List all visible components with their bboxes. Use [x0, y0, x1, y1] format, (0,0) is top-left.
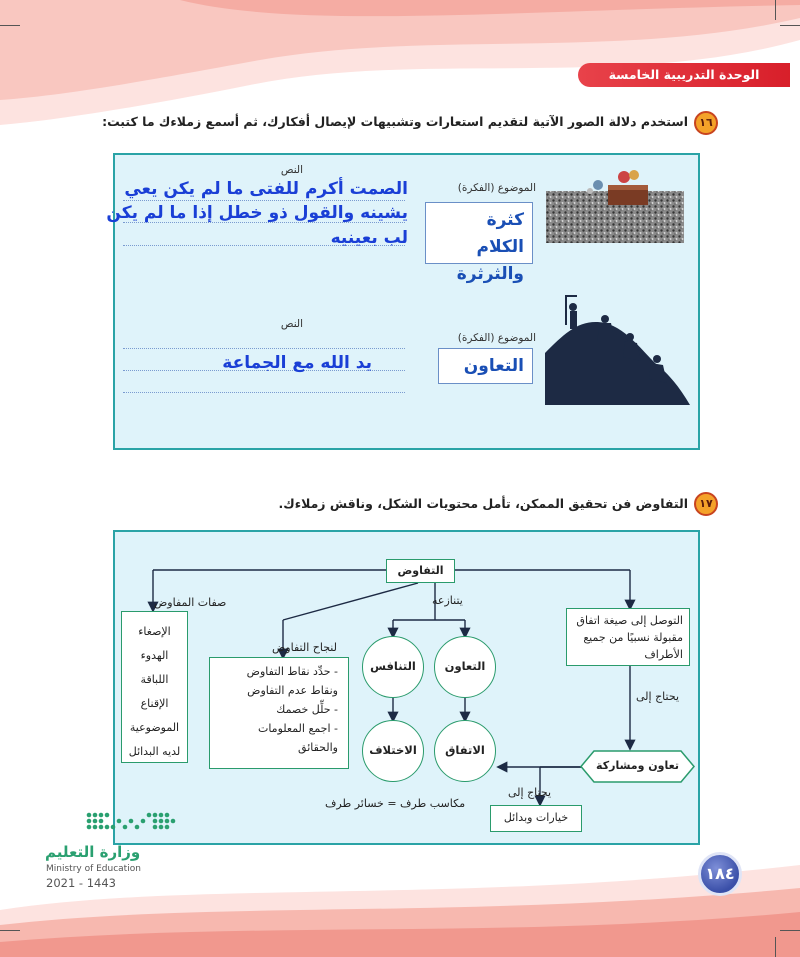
unit-title-banner: الوحدة التدريبية الخامسة	[578, 63, 790, 87]
crop-mark	[0, 930, 20, 931]
success-step: والحقائق	[298, 741, 338, 754]
row2-idea-box	[438, 348, 533, 384]
ministry-name-en: Ministry of Education	[46, 864, 141, 874]
success-step: - حلِّل خصمك	[276, 703, 338, 716]
success-steps-box	[209, 657, 349, 769]
options-box: خيارات وبدائل	[490, 805, 582, 832]
trait-item: اللباقة	[140, 673, 169, 686]
success-step: ونقاط عدم التفاوض	[247, 684, 338, 697]
row2-idea-line: التعاون	[463, 356, 524, 376]
traits-label: صفات المفاوض	[154, 596, 227, 609]
trait-item: الإصغاء	[138, 625, 171, 638]
row2-text-label: النص	[280, 318, 303, 330]
needs-label-1: يحتاج إلى	[636, 690, 680, 703]
cooperation-participation-label: تعاون ومشاركة	[596, 759, 679, 772]
ministry-name-ar: وزارة التعليم	[45, 843, 141, 861]
success-label: لنجاح التفاوض	[272, 641, 337, 654]
climbers-helping-image	[545, 293, 690, 405]
goal-line: الأطراف	[644, 648, 683, 661]
answer-line	[123, 348, 405, 349]
conflict-label: يتنازعه	[432, 594, 463, 607]
trait-item: الإقناع	[140, 697, 169, 710]
diagram-root-negotiation: التفاوض	[386, 559, 455, 583]
crop-mark	[775, 0, 776, 20]
goal-line: التوصل إلى صيغة اتفاق	[576, 614, 683, 627]
answer-line	[123, 392, 405, 393]
success-step: - حدِّد نقاط التفاوض	[246, 665, 338, 678]
ministry-logo-icon	[83, 805, 183, 843]
trait-item: الموضوعية	[129, 721, 180, 734]
row1-text-line: لب بعينيه	[330, 228, 408, 248]
goal-box	[566, 608, 690, 666]
question-16-number: ١٦	[694, 111, 718, 135]
crop-mark	[0, 25, 20, 26]
competition-circle: التنافس	[362, 636, 424, 698]
row1-idea-line: كثرة الكلام	[476, 210, 524, 257]
answer-line	[123, 200, 405, 201]
agreement-circle: الاتفاق	[434, 720, 496, 782]
row2-topic-label: الموضوع (الفكرة)	[457, 332, 536, 344]
row1-idea-box	[425, 202, 533, 284]
crop-mark	[780, 25, 800, 26]
row1-text-label: النص	[280, 164, 303, 176]
goal-line: مقبولة نسبيًا من جميع	[583, 631, 683, 644]
question-16-prompt: استخدم دلالة الصور الآتية لتقديم استعارات وتشبيهات لإيصال أفكارك، ثم أسمع زملاءك ما كتبت:	[102, 114, 688, 129]
row1-topic-label: الموضوع (الفكرة)	[457, 182, 536, 194]
question-17-prompt: التفاوض فن تحقيق الممكن، تأمل محتويات الشكل، وناقش زملاءك.	[278, 496, 688, 511]
needs-label-2: يحتاج إلى	[508, 786, 552, 799]
question-17-number: ١٧	[694, 492, 718, 516]
trait-item: الهدوء	[140, 649, 169, 662]
row1-text-line: الصمت أكرم للفتى ما لم يكن يعي	[124, 179, 408, 199]
crop-mark	[775, 937, 776, 957]
gains-losses-label: مكاسب طرف = خسائر طرف	[325, 797, 466, 810]
traits-box	[121, 611, 188, 763]
disagreement-circle: الاختلاف	[362, 720, 424, 782]
edition-year: 2021 - 1443	[46, 876, 116, 890]
bottom-decorative-swoosh	[0, 850, 800, 957]
crop-mark	[780, 930, 800, 931]
cooperation-circle: التعاون	[434, 636, 496, 698]
success-step: - اجمع المعلومات	[257, 722, 338, 735]
row2-text-line: يد الله مع الجماعة	[222, 353, 372, 373]
row1-idea-line: والثرثرة	[456, 264, 524, 284]
page-number-badge: ١٨٤	[698, 852, 742, 896]
row1-text-line: يشينه والقول ذو خطل إذا ما لم يكن	[106, 203, 408, 223]
trait-item: لديه البدائل	[128, 745, 181, 758]
gossip-stones-image	[546, 163, 684, 243]
